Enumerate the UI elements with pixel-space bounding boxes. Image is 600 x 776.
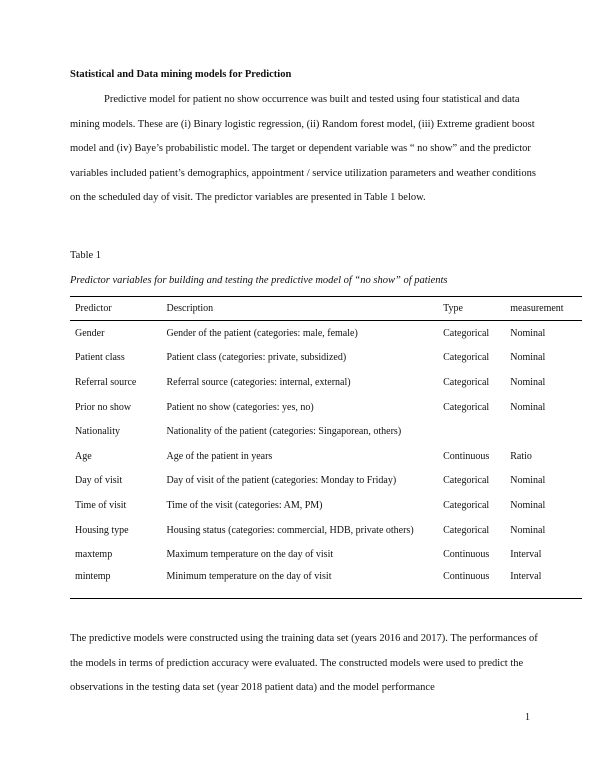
table-label: Table 1 bbox=[70, 250, 102, 261]
cell-predictor: Patient class bbox=[75, 352, 125, 364]
cell-predictor: Age bbox=[75, 450, 92, 462]
cell-description: Patient no show (categories: yes, no) bbox=[166, 401, 314, 413]
table-row bbox=[70, 321, 582, 346]
cell-type: Categorical bbox=[443, 401, 490, 413]
cell-predictor: maxtemp bbox=[75, 549, 113, 561]
cell-measurement: Ratio bbox=[510, 450, 532, 462]
cell-type: Continuous bbox=[438, 567, 505, 599]
table-row bbox=[70, 469, 582, 494]
closing-paragraph: The predictive models were constructed using the training data set (years 2016 and 2017). The performances of the models in terms of prediction accuracy were evaluated. The constructed models were used to predict the observations in the testing data set (year 2018 patient data) and the model performance bbox=[70, 633, 538, 694]
cell-type: Categorical bbox=[443, 475, 490, 487]
table-row bbox=[70, 567, 582, 599]
cell-type: Categorical bbox=[443, 327, 490, 339]
cell-measurement: Nominal bbox=[510, 401, 546, 413]
header-measurement: measurement bbox=[505, 297, 582, 321]
cell-description: Referral source (categories: internal, external) bbox=[166, 376, 351, 388]
section-heading: Statistical and Data mining models for Prediction bbox=[70, 69, 292, 80]
header-type: Type bbox=[438, 297, 505, 321]
cell-measurement: Nominal bbox=[510, 499, 546, 511]
cell-description: Age of the patient in years bbox=[166, 450, 273, 462]
cell-predictor: mintemp bbox=[70, 567, 162, 599]
cell-type: Continuous bbox=[443, 549, 490, 561]
cell-predictor: Prior no show bbox=[75, 401, 132, 413]
header-description: Description bbox=[162, 297, 439, 321]
cell-type bbox=[438, 419, 505, 444]
cell-measurement: Interval bbox=[505, 567, 582, 599]
cell-type: Categorical bbox=[443, 524, 490, 536]
header-predictor: Predictor bbox=[70, 297, 162, 321]
cell-predictor: Referral source bbox=[75, 376, 137, 388]
cell-predictor: Day of visit bbox=[75, 475, 123, 487]
cell-predictor: Time of visit bbox=[75, 499, 127, 511]
cell-description: Patient class (categories: private, subsidized) bbox=[166, 352, 347, 364]
cell-measurement: Nominal bbox=[510, 352, 546, 364]
cell-measurement: Interval bbox=[510, 549, 542, 561]
cell-type: Categorical bbox=[443, 376, 490, 388]
table-row bbox=[70, 346, 582, 371]
cell-description: Time of the visit (categories: AM, PM) bbox=[166, 499, 323, 511]
cell-measurement: Nominal bbox=[510, 475, 546, 487]
cell-description: Day of visit of the patient (categories: Monday to Friday) bbox=[166, 475, 397, 487]
table-row bbox=[70, 518, 582, 543]
cell-measurement bbox=[505, 419, 582, 444]
cell-predictor: Housing type bbox=[75, 524, 129, 536]
cell-description: Maximum temperature on the day of visit bbox=[166, 549, 334, 561]
page-number: 1 bbox=[525, 712, 530, 723]
cell-predictor: Nationality bbox=[75, 426, 120, 438]
cell-description: Minimum temperature on the day of visit bbox=[162, 567, 439, 599]
table-row bbox=[70, 493, 582, 518]
table-row bbox=[70, 444, 582, 469]
cell-type: Categorical bbox=[443, 499, 490, 511]
table-row bbox=[70, 419, 582, 444]
predictor-table bbox=[70, 296, 582, 599]
intro-paragraph: Predictive model for patient no show occurrence was built and tested using four statistical and data mining models. These are (i) Binary logistic regression, (ii) Random forest model, (iii) Extreme gradient boost model and (iv) Baye’s probabilistic model. The target or dependent variable was “ no show” and the predictor variables included patient’s demographics, appointment / service utilization parameters and weather conditions on the scheduled day of visit. The predictor variables are presented in Table 1 below. bbox=[70, 94, 536, 204]
table-row bbox=[70, 542, 582, 567]
cell-measurement: Nominal bbox=[510, 327, 546, 339]
cell-predictor: Gender bbox=[75, 327, 105, 339]
cell-measurement: Nominal bbox=[510, 376, 546, 388]
table-row bbox=[70, 395, 582, 420]
cell-type: Continuous bbox=[443, 450, 490, 462]
table-caption: Predictor variables for building and testing the predictive model of “no show” of patients bbox=[70, 275, 448, 286]
table-header-row bbox=[70, 297, 582, 321]
cell-description: Housing status (categories: commercial, HDB, private others) bbox=[166, 524, 414, 536]
cell-description: Nationality of the patient (categories: Singaporean, others) bbox=[166, 426, 402, 438]
cell-measurement: Nominal bbox=[510, 524, 546, 536]
table-row bbox=[70, 370, 582, 395]
cell-description: Gender of the patient (categories: male, female) bbox=[166, 327, 358, 339]
cell-type: Categorical bbox=[443, 352, 490, 364]
